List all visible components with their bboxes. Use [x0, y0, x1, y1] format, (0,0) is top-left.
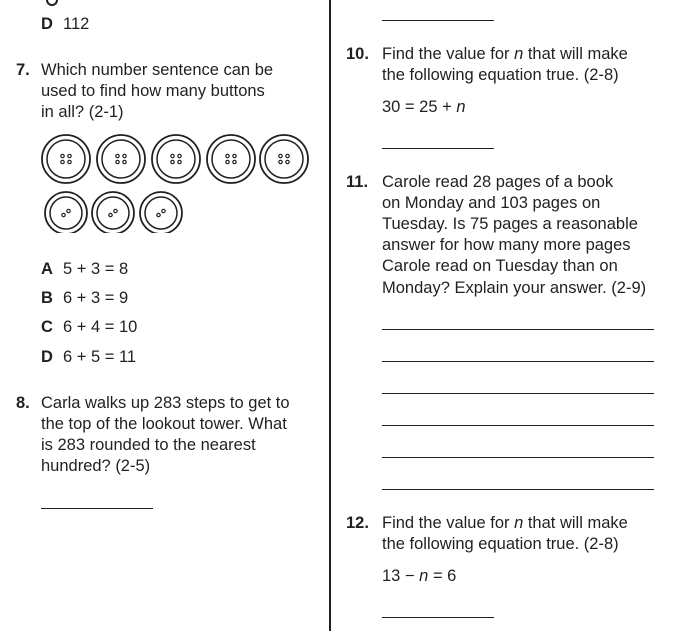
- q11-answer-line[interactable]: [382, 393, 654, 394]
- four-hole-button: [152, 135, 200, 183]
- cutoff-previous-choice: [46, 0, 58, 6]
- column-divider: [329, 0, 331, 631]
- q11-answer-line[interactable]: [382, 457, 654, 458]
- q7-choice-c[interactable]: C 6 + 4 = 10: [41, 318, 138, 336]
- q8-answer-line[interactable]: [41, 508, 153, 509]
- q7-choice-a[interactable]: A 5 + 3 = 8: [41, 260, 129, 278]
- prev-choice-d: D 112: [41, 15, 90, 33]
- q9-answer-line[interactable]: [382, 20, 494, 21]
- q8-number: 8.: [16, 394, 30, 412]
- q7-choice-b[interactable]: B 6 + 3 = 9: [41, 289, 129, 307]
- q12-number: 12.: [346, 514, 369, 532]
- q11-answer-line[interactable]: [382, 361, 654, 362]
- q12-text-line-1: Find the value for n that will make: [382, 514, 628, 532]
- q12-text-line-2: the following equation true. (2-8): [382, 535, 619, 553]
- q7-choice-d[interactable]: D 6 + 5 = 11: [41, 348, 137, 366]
- q7-number: 7.: [16, 61, 30, 79]
- q8-text-line-2: the top of the lookout tower. What: [41, 415, 287, 433]
- q7-text-line-2: used to find how many buttons: [41, 82, 265, 100]
- q10-text-line-2: the following equation true. (2-8): [382, 66, 619, 84]
- q11-text-line-3: Tuesday. Is 75 pages a reasonable: [382, 215, 638, 233]
- q8-text-line-3: is 283 rounded to the nearest: [41, 436, 256, 454]
- q11-text-line-1: Carole read 28 pages of a book: [382, 173, 614, 191]
- two-hole-button: [92, 192, 134, 233]
- q11-text-line-4: answer for how many more pages: [382, 236, 631, 254]
- q11-text-line-5: Carole read on Tuesday than on: [382, 257, 618, 275]
- q10-answer-line[interactable]: [382, 148, 494, 149]
- q7-text-line-1: Which number sentence can be: [41, 61, 274, 79]
- q10-text-line-1: Find the value for n that will make: [382, 45, 628, 63]
- q11-answer-line[interactable]: [382, 425, 654, 426]
- q12-equation: 13 − n = 6: [382, 567, 457, 585]
- two-hole-button: [140, 192, 182, 233]
- q10-number: 10.: [346, 45, 369, 63]
- q11-answer-line[interactable]: [382, 489, 654, 490]
- q7-text-line-3: in all? (2-1): [41, 103, 124, 121]
- q11-text-line-2: on Monday and 103 pages on: [382, 194, 601, 212]
- q10-equation: 30 = 25 + n: [382, 98, 466, 116]
- four-hole-button: [207, 135, 255, 183]
- q8-text-line-4: hundred? (2-5): [41, 457, 151, 475]
- q8-text-line-1: Carla walks up 283 steps to get to: [41, 394, 290, 412]
- four-hole-button: [97, 135, 145, 183]
- q11-number: 11.: [346, 173, 369, 191]
- buttons-illustration: [40, 133, 310, 233]
- two-hole-button: [45, 192, 87, 233]
- q11-answer-line[interactable]: [382, 329, 654, 330]
- four-hole-button: [260, 135, 308, 183]
- q11-text-line-6: Monday? Explain your answer. (2-9): [382, 279, 647, 297]
- q12-answer-line[interactable]: [382, 617, 494, 618]
- four-hole-button: [42, 135, 90, 183]
